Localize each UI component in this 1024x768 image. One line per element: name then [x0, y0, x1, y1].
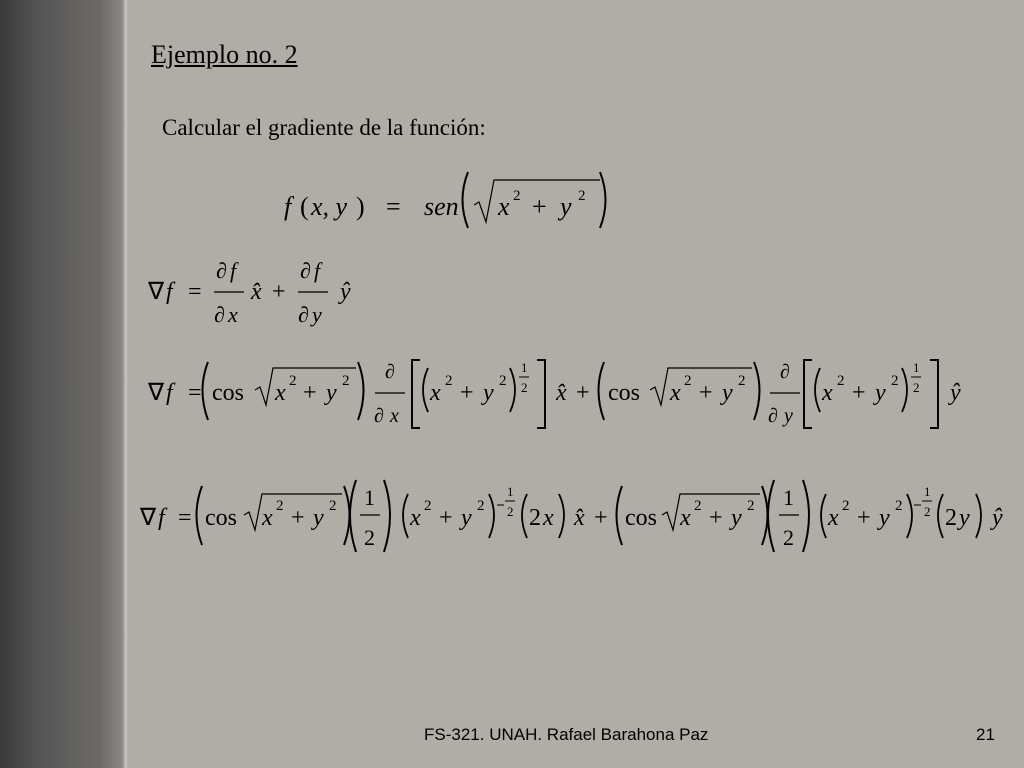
svg-text:1: 1	[364, 485, 375, 510]
svg-text:x: x	[680, 505, 691, 531]
svg-text:x: x	[822, 380, 833, 406]
svg-text:∂: ∂	[768, 405, 778, 427]
svg-text:f: f	[158, 505, 165, 531]
svg-text:cos: cos	[212, 380, 244, 406]
problem-statement: Calcular el gradiente de la función:	[162, 115, 486, 140]
svg-text:cos: cos	[625, 505, 657, 531]
svg-text:+: +	[857, 505, 871, 531]
svg-text:=: =	[188, 279, 202, 305]
svg-text:x: x	[543, 505, 554, 531]
svg-text:1: 1	[783, 485, 794, 510]
svg-text:2: 2	[445, 373, 453, 389]
svg-text:+: +	[272, 279, 286, 305]
page-number: 21	[976, 725, 995, 744]
svg-text:x̂: x̂	[574, 505, 585, 531]
svg-text:∂: ∂	[216, 258, 227, 283]
svg-text:2: 2	[276, 498, 284, 514]
svg-text:x: x	[228, 302, 238, 327]
svg-text:(: (	[300, 192, 309, 221]
svg-text:+: +	[594, 505, 608, 531]
svg-text:∂: ∂	[214, 302, 225, 327]
svg-text:y: y	[959, 505, 970, 531]
svg-text:y: y	[731, 505, 742, 531]
svg-text:∂: ∂	[374, 405, 384, 427]
svg-text:ŷ: ŷ	[340, 279, 351, 305]
svg-text:+: +	[291, 505, 305, 531]
svg-text:x, y: x, y	[311, 192, 348, 221]
equation-gradient-definition	[147, 258, 351, 327]
svg-text:x: x	[390, 405, 399, 427]
svg-text:y: y	[461, 505, 472, 531]
svg-text:f: f	[230, 258, 237, 283]
svg-text:cos: cos	[205, 505, 237, 531]
svg-text:f: f	[314, 258, 321, 283]
svg-text:1: 1	[924, 484, 931, 499]
svg-text:ŷ: ŷ	[992, 505, 1003, 531]
svg-text:2: 2	[364, 525, 375, 550]
svg-text:+: +	[709, 505, 723, 531]
svg-text:=: =	[386, 192, 401, 221]
svg-text:+: +	[532, 192, 547, 221]
svg-text:∇: ∇	[148, 279, 165, 305]
svg-text:=: =	[178, 505, 192, 531]
svg-text:∂: ∂	[780, 361, 790, 383]
svg-text:2: 2	[329, 498, 337, 514]
svg-text:y: y	[483, 380, 494, 406]
svg-text:): )	[356, 192, 365, 221]
svg-text:2: 2	[891, 373, 899, 389]
svg-text:f: f	[284, 192, 292, 221]
svg-text:+: +	[852, 380, 866, 406]
svg-text:2: 2	[578, 188, 586, 204]
svg-text:y: y	[326, 380, 337, 406]
svg-text:2: 2	[424, 498, 432, 514]
slide-title: Ejemplo no. 2	[151, 40, 298, 69]
svg-text:2: 2	[684, 373, 692, 389]
svg-text:∂: ∂	[298, 302, 309, 327]
svg-text:x: x	[670, 380, 681, 406]
svg-text:2: 2	[694, 498, 702, 514]
svg-text:y: y	[312, 302, 322, 327]
svg-text:2: 2	[924, 504, 931, 519]
svg-text:cos: cos	[608, 380, 640, 406]
svg-text:2: 2	[738, 373, 746, 389]
svg-text:y: y	[879, 505, 890, 531]
svg-text:2: 2	[913, 380, 920, 395]
svg-text:∇: ∇	[148, 380, 165, 406]
svg-text:f: f	[166, 279, 173, 305]
svg-text:x: x	[262, 505, 273, 531]
svg-text:2: 2	[477, 498, 485, 514]
svg-text:2: 2	[529, 505, 541, 531]
svg-text:2: 2	[945, 505, 957, 531]
svg-text:y: y	[560, 192, 572, 221]
svg-text:x̂: x̂	[556, 380, 567, 406]
svg-text:∂: ∂	[300, 258, 311, 283]
svg-text:2: 2	[842, 498, 850, 514]
svg-text:y: y	[875, 380, 886, 406]
svg-text:+: +	[699, 380, 713, 406]
svg-text:+: +	[576, 380, 590, 406]
svg-text:f: f	[166, 380, 173, 406]
svg-text:2: 2	[507, 504, 514, 519]
svg-text:=: =	[188, 380, 202, 406]
svg-text:+: +	[439, 505, 453, 531]
svg-text:1: 1	[507, 484, 514, 499]
svg-text:sen: sen	[424, 192, 459, 221]
svg-text:y: y	[313, 505, 324, 531]
svg-text:x: x	[410, 505, 421, 531]
svg-text:2: 2	[513, 188, 521, 204]
svg-text:y: y	[722, 380, 733, 406]
svg-text:2: 2	[783, 525, 794, 550]
svg-text:2: 2	[521, 380, 528, 395]
slide-footer: FS-321. UNAH. Rafael Barahona Paz	[424, 725, 709, 744]
equation-result	[139, 480, 1003, 552]
svg-text:2: 2	[895, 498, 903, 514]
svg-text:2: 2	[747, 498, 755, 514]
svg-text:+: +	[303, 380, 317, 406]
svg-text:2: 2	[289, 373, 297, 389]
svg-text:2: 2	[499, 373, 507, 389]
svg-text:+: +	[460, 380, 474, 406]
svg-text:x: x	[430, 380, 441, 406]
svg-text:2: 2	[837, 373, 845, 389]
svg-text:∂: ∂	[385, 361, 395, 383]
svg-text:ŷ: ŷ	[950, 380, 961, 406]
svg-text:1: 1	[521, 360, 528, 375]
svg-text:x̂: x̂	[251, 279, 262, 305]
svg-text:∇: ∇	[140, 505, 157, 531]
svg-text:1: 1	[913, 360, 920, 375]
equation-chain-rule	[147, 360, 961, 428]
svg-text:x: x	[275, 380, 286, 406]
svg-text:y: y	[784, 405, 793, 427]
svg-text:x: x	[828, 505, 839, 531]
svg-text:x: x	[498, 192, 510, 221]
equation-function-definition	[284, 172, 606, 228]
svg-text:2: 2	[342, 373, 350, 389]
